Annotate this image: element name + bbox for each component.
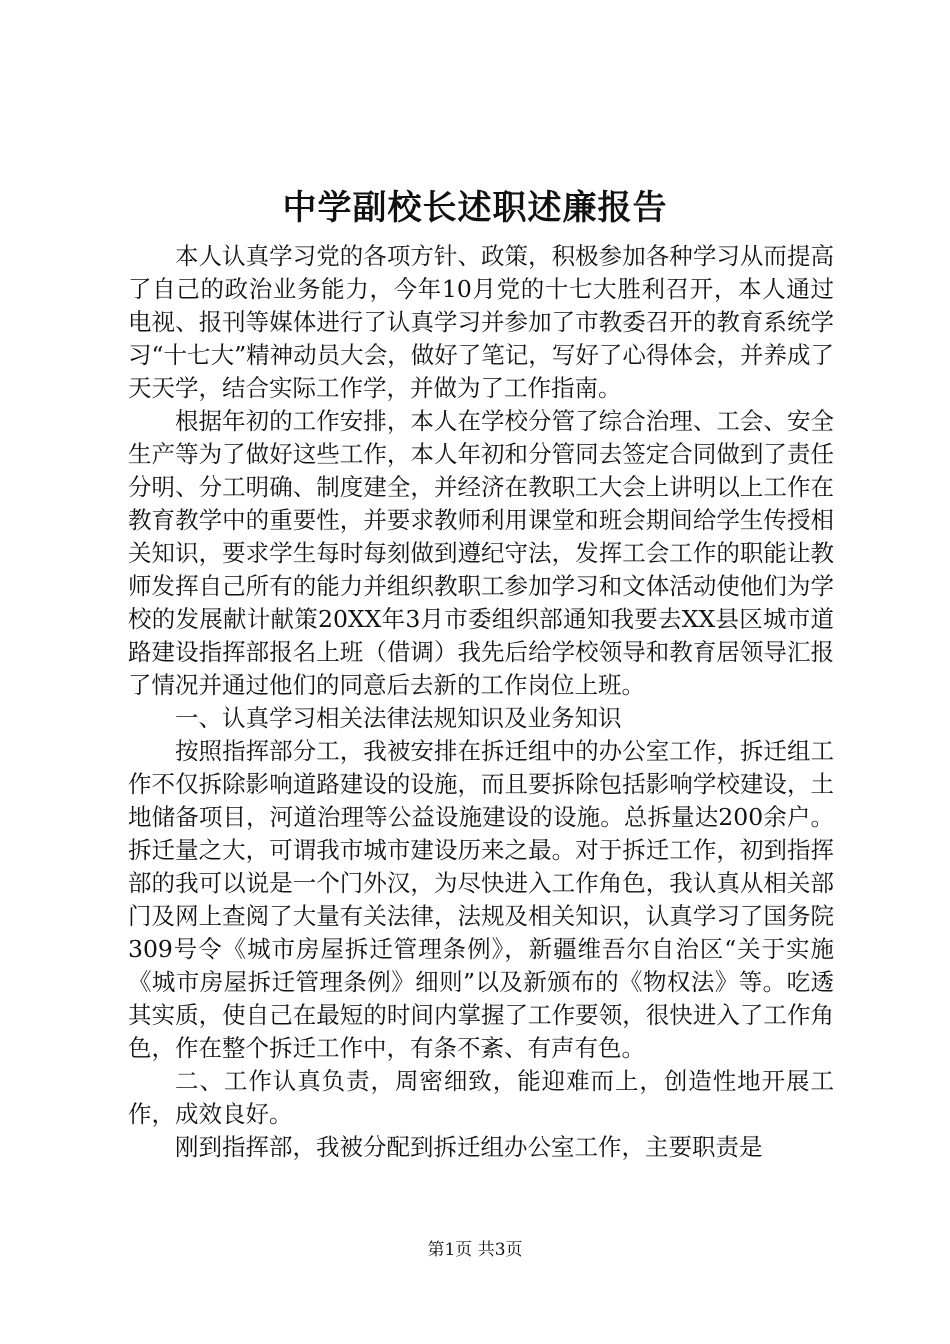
paragraph-4: 刚到指挥部，我被分配到拆迁组办公室工作，主要职责是 — [175, 1133, 763, 1161]
paragraph-3: 按照指挥部分工，我被安排在拆迁组中的办公室工作，拆迁组工作不仅拆除影响道路建设的设施，而且要拆除包括影响学校建设，土地储备项目，河道治理等公益设施建设的设施。总拆量达200余户。拆迁量之大，可谓我市城市建设历来之最。对于拆迁工作，初到指挥部的我可以说是一个门外汉，为尽快进入工作角色，我认真从相关部门及网上查阅了大量有关法律，法规及相关知识，认真学习了国务院309号令《城市房屋拆迁管理条例》，新疆维吾尔自治区“关于实施《城市房屋拆迁管理条例》细则”以及新颁布的《物权法》等。吃透其实质，使自己在最短的时间内掌握了工作要领，很快进入了工作角色，作在整个拆迁工作中，有条不紊、有声有色。 — [128, 737, 834, 1062]
page-number-footer: 第1页 共3页 — [427, 1240, 523, 1260]
document-body — [128, 240, 834, 1164]
section-heading-2: 二、工作认真负责，周密细致，能迎难而上，创造性地开展工作，成效良好。 — [128, 1067, 834, 1128]
paragraph-2: 根据年初的工作安排，本人在学校分管了综合治理、工会、安全生产等为了做好这些工作，本人年初和分管同去签定合同做到了责任分明、分工明确、制度建全，并经济在教职工大会上讲明以上工作在教育教学中的重要性，并要求教师利用课堂和班会期间给学生传授相关知识，要求学生每时每刻做到遵纪守法，发挥工会工作的职能让教师发挥自己所有的能力并组织教职工参加学习和文体活动使他们为学校的发展献计献策20XX年3月市委组织部通知我要去XX县区城市道路建设指挥部报名上班（借调）我先后给学校领导和教育居领导汇报了情况并通过他们的同意后去新的工作岗位上班。 — [128, 407, 834, 699]
section-heading-1: 一、认真学习相关法律法规知识及业务知识 — [175, 704, 622, 732]
document-title: 中学副校长述职述廉报告 — [282, 188, 668, 228]
paragraph-1: 本人认真学习党的各项方针、政策，积极参加各种学习从而提高了自己的政治业务能力，今年10月党的十七大胜利召开，本人通过电视、报刊等媒体进行了认真学习并参加了市教委召开的教育系统学习“十七大”精神动员大会，做好了笔记，写好了心得体会，并养成了天天学，结合实际工作学，并做为了工作指南。 — [128, 242, 834, 402]
